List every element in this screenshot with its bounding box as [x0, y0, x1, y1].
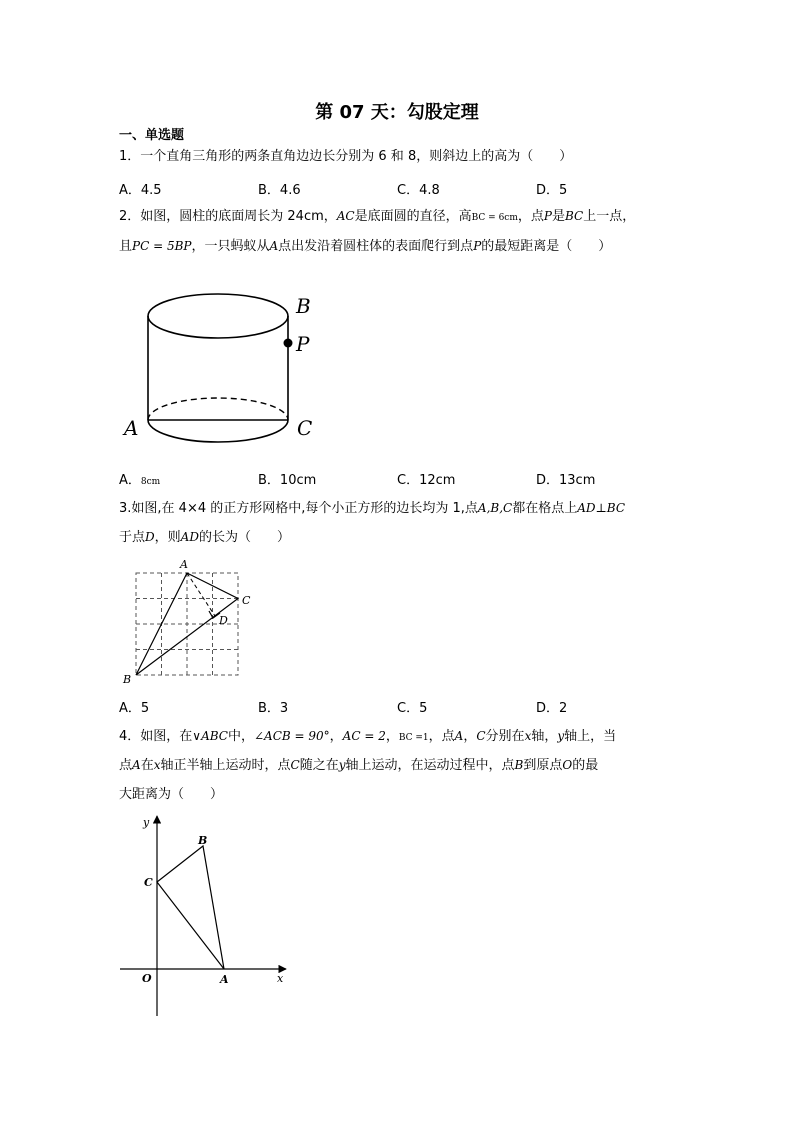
- q2-option-b: B．10cm: [258, 473, 317, 488]
- question-3-line-1: 3.如图,在 4×4 的正方形网格中,每个小正方形的边长均为 1,点A,B,C都在格点上AD⊥BC: [119, 501, 626, 516]
- q1-option-d: D．5: [536, 183, 568, 198]
- cylinder-label-a: A: [124, 416, 139, 440]
- q2-option-d: D．13cm: [536, 473, 596, 488]
- coordinate-figure: [120, 808, 300, 1023]
- q3-option-c: C．5: [397, 701, 428, 716]
- grid-label-b: B: [123, 673, 132, 686]
- q3-option-d: D．2: [536, 701, 568, 716]
- q2-option-c: C．12cm: [397, 473, 456, 488]
- page-title: 第 07 天：勾股定理: [315, 102, 479, 123]
- origin-label-o: O: [142, 972, 152, 985]
- coord-label-a: A: [220, 973, 229, 986]
- question-2-line-1: 2．如图，圆柱的底面周长为 24cm，AC是底面圆的直径，高BC = 6cm，点P是BC上一点，: [119, 209, 636, 224]
- section-heading: 一、单选题: [119, 128, 185, 143]
- axis-label-x: x: [277, 972, 284, 985]
- axis-label-y: y: [143, 816, 150, 829]
- cylinder-label-c: C: [297, 416, 313, 440]
- q3-option-b: B．3: [258, 701, 289, 716]
- question-1-text: 1．一个直角三角形的两条直角边边长分别为 6 和 8，则斜边上的高为（ ）: [119, 149, 573, 164]
- question-2-line-2: 且PC = 5BP，一只蚂蚁从A点出发沿着圆柱体的表面爬行到点P的最短距离是（ ）: [119, 239, 612, 254]
- q1-option-a: A．4.5: [119, 183, 162, 198]
- grid-label-c: C: [242, 594, 251, 607]
- q3-option-a: A．5: [119, 701, 150, 716]
- coord-label-b: B: [198, 834, 208, 847]
- q1-option-b: B．4.6: [258, 183, 301, 198]
- cylinder-label-p: P: [296, 332, 310, 356]
- question-4-line-1: 4．如图，在∨ABC中，∠ACB = 90°，AC = 2，BC =1，点A，C分别在x轴，y轴上，当: [119, 729, 617, 744]
- question-3-line-2: 于点D，则AD的长为（ ）: [119, 530, 290, 545]
- cylinder-figure: [120, 285, 330, 455]
- question-4-line-3: 大距离为（ ）: [119, 787, 224, 802]
- cylinder-label-b: B: [296, 294, 311, 318]
- grid-label-a: A: [180, 558, 188, 571]
- q2-option-a: A．8cm: [119, 473, 161, 488]
- coord-label-c: C: [144, 876, 153, 889]
- grid-figure: [120, 555, 260, 687]
- question-4-line-2: 点A在x轴正半轴上运动时，点C随之在y轴上运动，在运动过程中，点B到原点O的最: [119, 758, 599, 773]
- q1-option-c: C．4.8: [397, 183, 440, 198]
- grid-label-d: D: [219, 614, 228, 627]
